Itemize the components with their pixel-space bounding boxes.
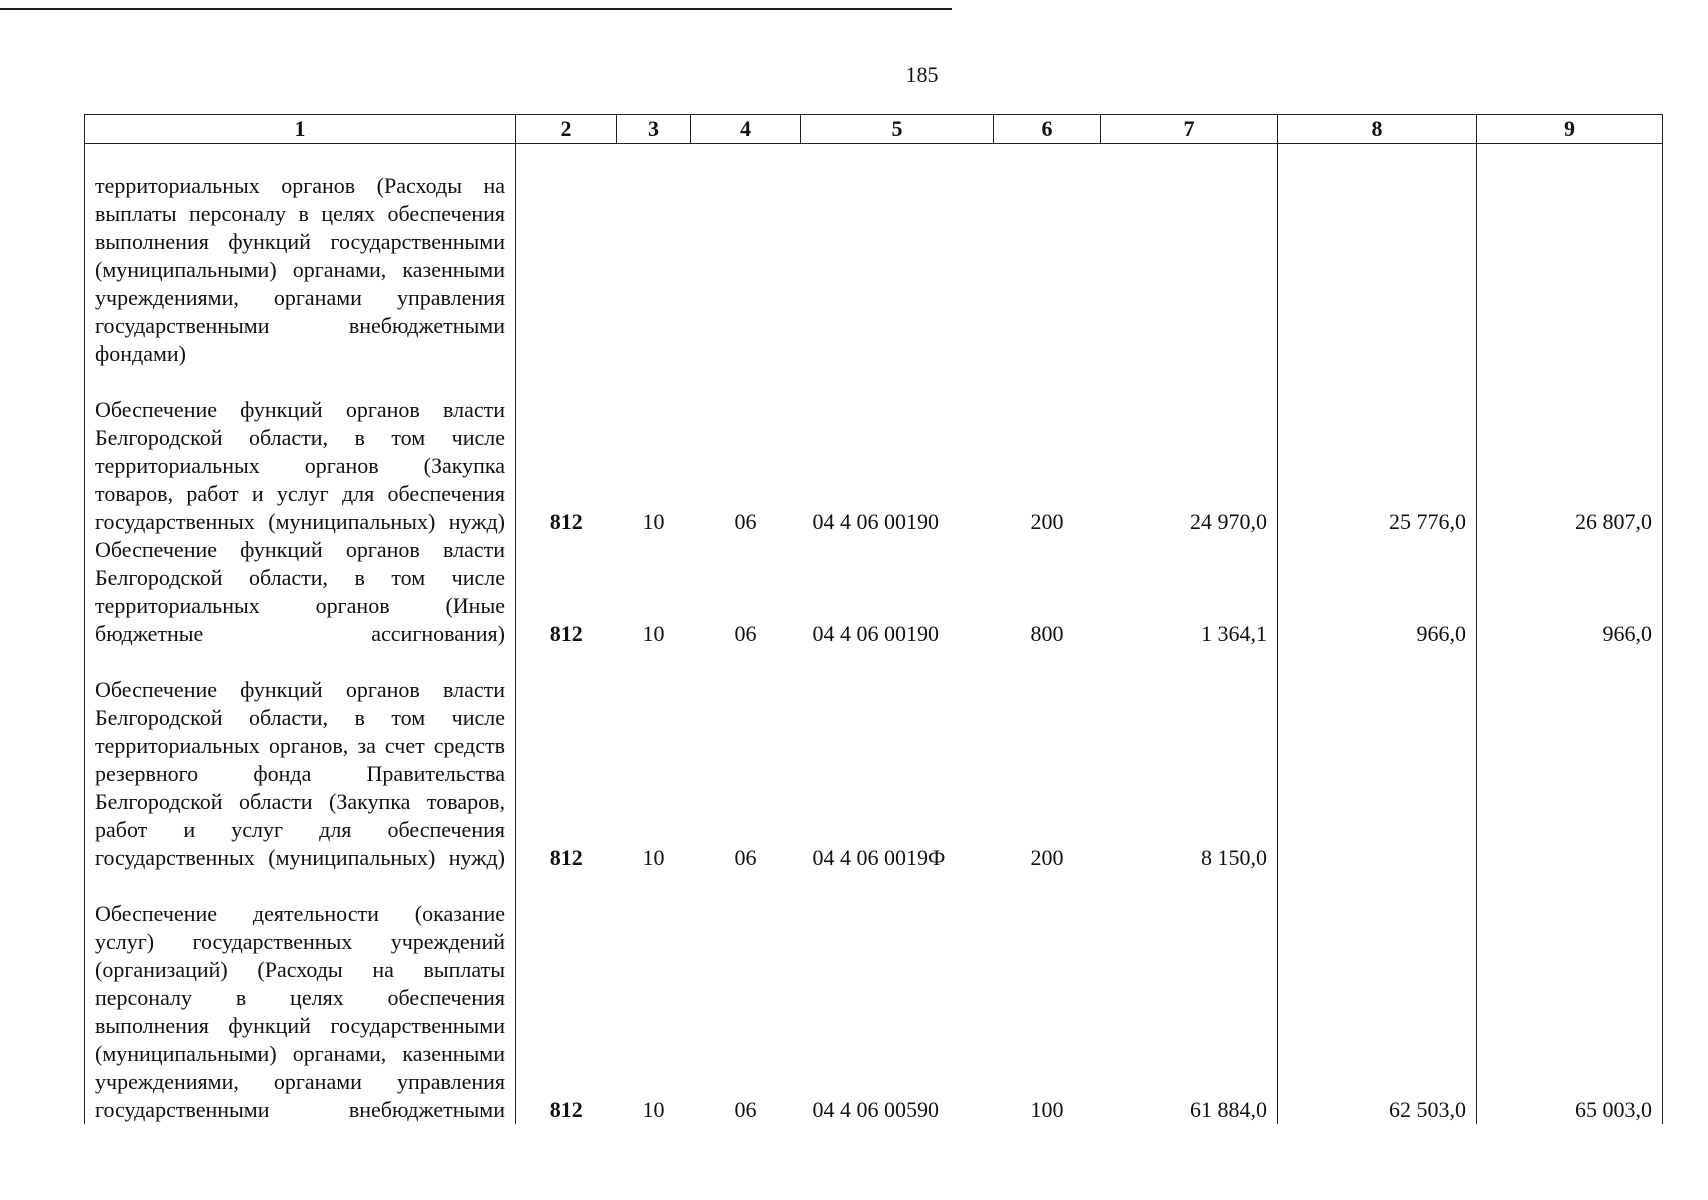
target-article-code — [801, 144, 994, 369]
grbs-code: 812 — [549, 845, 583, 870]
table-body — [85, 144, 1663, 1125]
column-header-1: 1 — [85, 115, 516, 144]
subsection-code: 06 — [734, 621, 757, 646]
amount-col-9 — [1477, 144, 1663, 369]
grbs-code: 812 — [549, 509, 583, 534]
column-header-5: 5 — [801, 115, 994, 144]
amount-col-7: 1 364,1 — [1101, 536, 1278, 648]
row-description — [85, 368, 516, 536]
row-description — [85, 536, 516, 648]
grbs-code: 812 — [549, 1097, 583, 1122]
row-description-text: Обеспечение деятельности (оказание услуг) государственных учреждений (организаций) (Расходы на выплаты персоналу в целях обеспечения выполнения функций государственными (муниципальными) органами, казенными учреждениями, органами управления государственными внебюджетными — [95, 901, 505, 1122]
section-code: 10 — [642, 509, 665, 534]
subsection-code: 06 — [734, 509, 757, 534]
amount-col-7: 24 970,0 — [1101, 368, 1278, 536]
table-row — [85, 368, 1663, 536]
amount-col-8 — [1278, 648, 1477, 872]
amount-col-8: 25 776,0 — [1278, 368, 1477, 536]
top-rule — [0, 8, 952, 10]
subsection-code: 06 — [734, 845, 757, 870]
expense-type-code: 200 — [1030, 509, 1064, 534]
section-code: 10 — [642, 1097, 665, 1122]
amount-col-7: 8 150,0 — [1101, 648, 1278, 872]
grbs-code — [516, 144, 617, 369]
target-article-code: 04 4 06 00190 — [812, 509, 939, 534]
column-header-6: 6 — [994, 115, 1101, 144]
header-row — [85, 115, 1663, 144]
section-code — [617, 144, 691, 369]
column-header-8: 8 — [1278, 115, 1477, 144]
amount-col-8: 966,0 — [1278, 536, 1477, 648]
expense-type-code: 800 — [1030, 621, 1064, 646]
amount-col-8: 62 503,0 — [1278, 872, 1477, 1124]
budget-table — [84, 114, 1663, 1124]
amount-col-8 — [1278, 144, 1477, 369]
amount-col-9: 966,0 — [1477, 536, 1663, 648]
page-number: 185 — [905, 62, 939, 87]
amount-col-9: 26 807,0 — [1477, 368, 1663, 536]
subsection-code: 06 — [734, 1097, 757, 1122]
amount-col-9: 65 003,0 — [1477, 872, 1663, 1124]
amount-col-7: 61 884,0 — [1101, 872, 1278, 1124]
expense-type-code — [994, 144, 1101, 369]
expense-type-code: 100 — [1030, 1097, 1064, 1122]
amount-col-9 — [1477, 648, 1663, 872]
table-row — [85, 872, 1663, 1124]
row-description-text: территориальных органов (Расходы на выплаты персоналу в целях обеспечения выполнения функций государственными (муниципальными) органами, казенными учреждениями, органами управления государственными внебюджетными фондами) — [95, 173, 505, 366]
row-description — [85, 872, 516, 1124]
expense-type-code: 200 — [1030, 845, 1064, 870]
table-row — [85, 144, 1663, 369]
column-header-4: 4 — [691, 115, 801, 144]
subsection-code — [691, 144, 801, 369]
target-article-code: 04 4 06 00190 — [812, 621, 939, 646]
amount-col-7 — [1101, 144, 1278, 369]
target-article-code: 04 4 06 00590 — [812, 1097, 939, 1122]
table-header — [85, 115, 1663, 144]
row-description — [85, 144, 516, 369]
column-header-2: 2 — [516, 115, 617, 144]
table-row — [85, 536, 1663, 648]
column-header-9: 9 — [1477, 115, 1663, 144]
column-header-3: 3 — [617, 115, 691, 144]
row-description-text: Обеспечение функций органов власти Белгородской области, в том числе территориальных органов (Закупка товаров, работ и услуг для обеспечения государственных (муниципальных) нужд) — [95, 397, 505, 534]
row-description-text: Обеспечение функций органов власти Белгородской области, в том числе территориальных органов (Иные бюджетные ассигнования) — [95, 537, 505, 646]
column-header-7: 7 — [1101, 115, 1278, 144]
grbs-code: 812 — [549, 621, 583, 646]
section-code: 10 — [642, 845, 665, 870]
target-article-code: 04 4 06 0019Ф — [812, 845, 946, 870]
row-description — [85, 648, 516, 872]
section-code: 10 — [642, 621, 665, 646]
table-row — [85, 648, 1663, 872]
row-description-text: Обеспечение функций органов власти Белгородской области, в том числе территориальных органов, за счет средств резервного фонда Правительства Белгородской области (Закупка товаров, работ и услуг для обеспечения государственных (муниципальных) нужд) — [95, 677, 505, 870]
